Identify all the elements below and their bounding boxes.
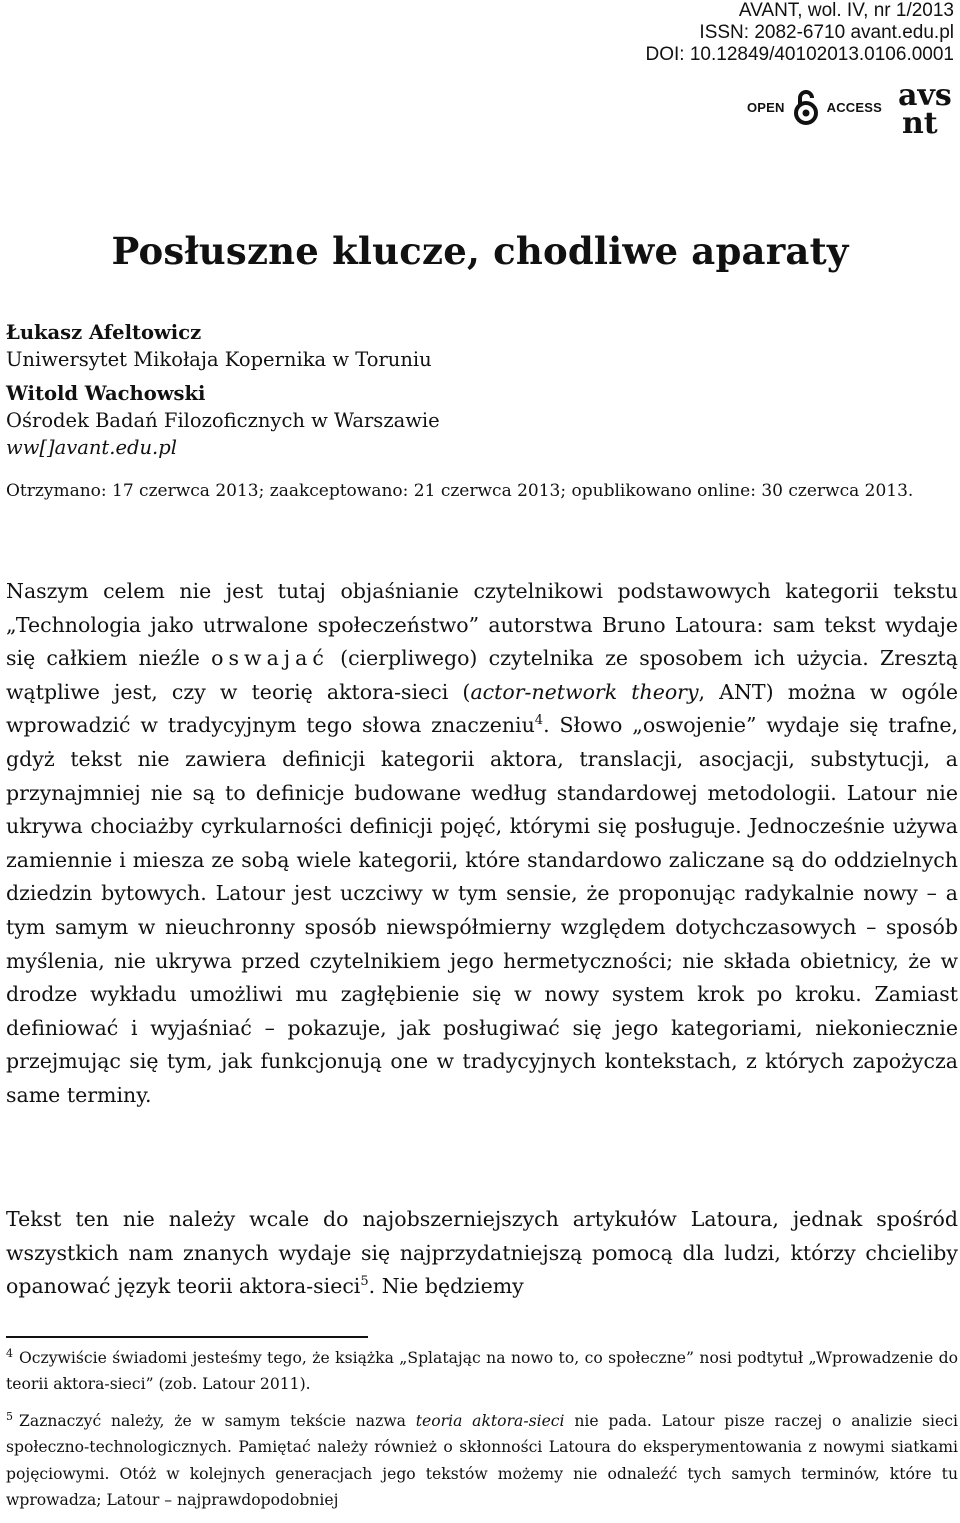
- footnote-5: [6, 1408, 958, 1514]
- footnote-text: Zaznaczyć należy, że w samym tekście nazwa: [19, 1411, 416, 1430]
- footnote-divider: [6, 1336, 368, 1338]
- author-block-2: [6, 380, 956, 461]
- footnote-ref[interactable]: 4: [534, 713, 544, 729]
- avant-logo-bottom: nt: [902, 106, 938, 136]
- body-text: , ANT) można w ogóle wprowadzić w tradycyjnym tego słowa znaczeniu: [6, 679, 958, 738]
- publication-dates: Otrzymano: 17 czerwca 2013; zaakceptowano: 21 czerwca 2013; opublikowano online: 30 czerwca 2013.: [6, 481, 914, 501]
- author-name: Witold Wachowski: [6, 382, 206, 405]
- footnote-text-italic: teoria aktora-sieci: [415, 1411, 565, 1430]
- open-access-label-right: ACCESS: [826, 99, 882, 115]
- author-affiliation: Uniwersytet Mikołaja Kopernika w Toruniu: [6, 348, 432, 371]
- footnote-ref[interactable]: 5: [360, 1274, 369, 1290]
- body-text: Naszym celem nie jest tutaj objaśnianie czytelnikowi podstawowych kategorii tekstu „Technologia jako utrwalone społeczeństwo” autorstwa Bruno Latoura: sam tekst wydaje się całkiem nieźle: [6, 579, 958, 671]
- open-access-label-left: OPEN: [746, 99, 785, 115]
- journal-issn: ISSN: 2082-6710 avant.edu.pl: [699, 22, 954, 43]
- journal-header: [646, 0, 955, 66]
- footnote-4: [6, 1345, 958, 1398]
- avant-logo-top: avs: [898, 78, 952, 113]
- avant-logo: [896, 78, 952, 136]
- body-text: . Słowo „oswojenie” wydaje się trafne, gdyż tekst nie zawiera definicji kategorii aktora, translacji, asocjacji, substytucji, a przynajmniej nie są to definicje budowane według standardowej metodologii. Latour nie ukrywa chociażby cyrkularności definicji pojęć, którymi się posługuje. Jednocześnie używa zamiennie i miesza ze sobą wiele kategorii, które standardowo zaliczane są do oddzielnych dziedzin bytowych. Latour jest uczciwy w tym sensie, że proponując radykalnie nowy – a tym samym w nieuchronny sposób niewspółmierny względem dotychczasowych – sposób myślenia, nie ukrywa przed czytelnikiem jego hermetyczności; nie składa obietnicy, że w drodze wykładu umożliwi mu zagłębienie się w nowy system krok po kroku. Zamiast definiować i wyjaśniać – pokazuje, jak posługiwać się jego kategoriami, niekoniecznie przejmując się tym, jak funkcjonują one w tradycyjnych kontekstach, z których zapożycza same terminy.: [6, 713, 958, 1107]
- footnotes: [6, 1345, 958, 1523]
- author-block-1: [6, 319, 956, 373]
- footnote-number: 4: [6, 1346, 13, 1360]
- author-name: Łukasz Afeltowicz: [6, 321, 202, 344]
- journal-doi: DOI: 10.12849/40102013.0106.0001: [645, 44, 954, 65]
- body-text: . Nie będziemy: [368, 1274, 524, 1299]
- body-paragraph-2: [6, 1203, 958, 1304]
- body-text: (cierpliwego) czytelnika ze sposobem ich użycia. Zresztą wątpliwe jest, czy w teorię aktora-sieci (: [6, 646, 958, 704]
- contact-email[interactable]: ww[]avant.edu.pl: [6, 436, 177, 459]
- journal-issue: AVANT, wol. IV, nr 1/2013: [738, 0, 954, 21]
- author-affiliation: Ośrodek Badań Filozoficznych w Warszawie: [6, 409, 440, 432]
- footnote-text: Oczywiście świadomi jesteśmy tego, że książka „Splatając na nowo to, co społeczne” nosi podtytuł „Wprowadzenie do teorii aktora-sieci” (zob. Latour 2011).: [6, 1349, 958, 1394]
- footnote-number: 5: [6, 1409, 13, 1423]
- body-text: Tekst ten nie należy wcale do najobszerniejszych artykułów Latoura, jednak spośród wszystkich nam znanych wydaje się najprzydatniejszą pomocą dla ludzi, którzy chcieliby opanować język teorii aktora-sieci: [6, 1207, 958, 1299]
- body-paragraph-1: [6, 575, 958, 1113]
- footnote-text: nie pada. Latour pisze raczej o analizie sieci społeczno-technologicznych. Pamiętać należy również o skłonności Latoura do eksperymentowania z nowymi siatkami pojęciowymi. Otóż w kolejnych generacjach jego tekstów możemy nie odnaleźć tych samych terminów, które tu wprowadza; Latour – najprawdopodobniej: [6, 1411, 958, 1510]
- logo-row: [747, 78, 952, 136]
- open-access-lock-icon: [791, 89, 821, 125]
- page-title: Posłuszne klucze, chodliwe aparaty: [111, 229, 849, 273]
- body-text-italic: actor-network theory: [470, 679, 699, 704]
- body-text-spaced: oswajać: [211, 646, 329, 671]
